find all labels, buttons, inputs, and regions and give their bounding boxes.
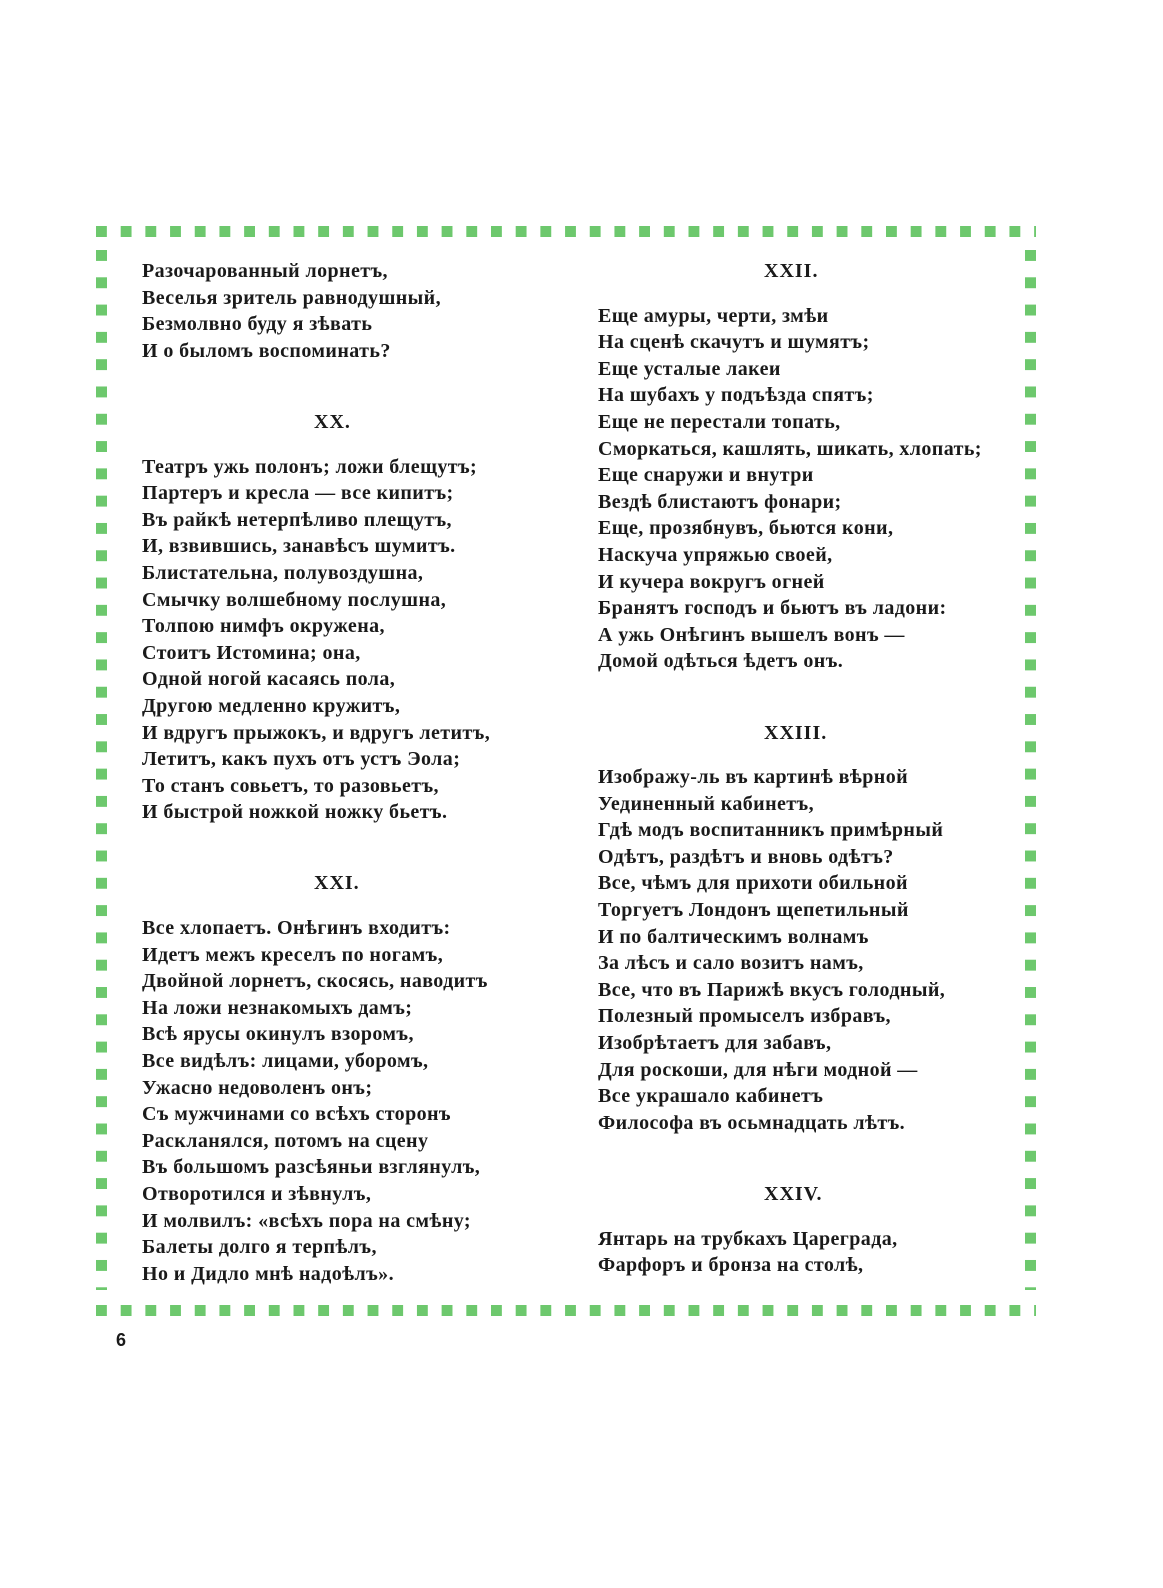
stanza-title: XXIV. [764,1183,823,1205]
verse-line: Ужасно недоволенъ онъ; [142,1076,373,1099]
right-column [598,258,1008,1279]
page-number: 6 [116,1330,127,1350]
verse-line: Все украшало кабинетъ [598,1085,824,1108]
verse-line: Сморкаться, кашлять, шикать, хлопать; [598,437,982,460]
verse-line: Толпою нимфъ окружена, [142,615,385,638]
stanza-xxiv [598,1181,1008,1279]
verse-line: Балеты долго я терпѣлъ, [142,1236,377,1259]
verse-line: Разочарованный лорнетъ, [142,260,388,282]
verse-line: И кучера вокругъ огней [598,570,825,593]
verse-line: Уединенный кабинетъ, [598,792,814,815]
stanza-xxii [598,258,1008,675]
verse-line: Фарфоръ и бронза на столѣ, [598,1254,864,1277]
verse-line: На шубахъ у подъѣзда спятъ; [598,384,874,407]
verse-line: Всѣ ярусы окинулъ взоромъ, [142,1023,414,1046]
border-right-dots [1025,250,1036,1290]
verse-line: Изображу-ль въ картинѣ вѣрной [598,766,909,789]
verse-line: Все, что въ Парижѣ вкусъ голодный, [598,978,946,1001]
border-left-dots [96,250,107,1290]
stanza-title: XXI. [314,872,360,895]
verse-line: Гдѣ модъ воспитанникъ примѣрный [598,819,944,842]
verse-line: Полезный промыселъ избравъ, [598,1005,891,1028]
verse-line: Партеръ и кресла — все кипитъ; [142,482,454,505]
left-column [142,258,542,1287]
verse-line: Раскланялся, потомъ на сцену [142,1129,429,1152]
verse-line: Отворотился и зѣвнулъ, [142,1183,372,1205]
verse-line: Въ большомъ разсѣяньи взглянулъ, [142,1156,481,1179]
verse-line: И молвилъ: «всѣхъ пора на смѣну; [142,1209,471,1232]
verse-line: Веселья зритель равнодушный, [142,286,441,309]
stanza-title: XX. [314,410,351,433]
verse-line: И о быломъ воспоминать? [142,339,391,362]
verse-line: Одѣтъ, раздѣтъ и вновь одѣтъ? [598,845,894,868]
verse-line: Безмолвно буду я зѣвать [142,313,373,336]
verse-line: Еще не перестали топать, [598,410,841,433]
verse-line: Театръ ужь полонъ; ложи блещутъ; [142,455,478,478]
verse-line: И по балтическимъ волнамъ [598,925,869,948]
verse-line: Все видѣлъ: лицами, уборомъ, [142,1050,429,1073]
verse-line: Летитъ, какъ пухъ отъ устъ Эола; [142,748,461,771]
verse-line: Все хлопаетъ. Онѣгинъ входитъ: [142,917,451,940]
verse-line: За лѣсъ и сало возитъ намъ, [598,952,864,975]
verse-line: Торгуетъ Лондонъ щепетильный [598,899,909,922]
verse-line: Стоитъ Истомина; она, [142,641,361,664]
stanza-title: XXII. [764,260,819,282]
opening-lines [142,258,542,364]
verse-line: Бранятъ господъ и бьютъ въ ладони: [598,597,947,620]
verse-line: Для роскоши, для нѣги модной — [598,1058,918,1081]
verse-line: Философа въ осьмнадцать лѣтъ. [598,1111,906,1134]
verse-line: Идетъ межъ креселъ по ногамъ, [142,943,444,966]
verse-line: Наскуча упряжью своей, [598,543,833,566]
verse-line: Еще, прозябнувъ, бьются кони, [598,517,894,540]
verse-line: И, взвившись, занавѣсъ шумитъ. [142,535,456,558]
verse-line: Двойной лорнетъ, скосясь, наводитъ [142,970,488,993]
stanza-xxiii [598,720,1008,1137]
verse-line: Изобрѣтаетъ для забавъ, [598,1032,832,1055]
verse-line: Еще снаружи и внутри [598,464,814,487]
verse-line: Смычку волшебному послушна, [142,588,447,611]
border-top-dots [96,226,1036,237]
verse-line: Но и Дидло мнѣ надоѣлъ». [142,1262,394,1285]
verse-line: И вдругъ прыжокъ, и вдругъ летитъ, [142,721,491,744]
stanza-xx [142,409,542,826]
border-bottom-dots [96,1305,1036,1316]
stanza-xxi [142,870,542,1287]
stanza-title: XXIII. [764,721,828,744]
verse-line: На ложи незнакомыхъ дамъ; [142,996,413,1019]
verse-line: Съ мужчинами со всѣхъ сторонъ [142,1103,451,1126]
verse-line: И быстрой ножкой ножку бьетъ. [142,801,448,824]
verse-line: Домой одѣться ѣдетъ онъ. [598,650,844,673]
verse-line: Вездѣ блистаютъ фонари; [598,490,842,513]
verse-line: Янтарь на трубкахъ Цареграда, [598,1227,898,1250]
verse-line: Еще усталые лакеи [598,357,781,380]
verse-line: То станъ совьетъ, то разовьетъ, [142,774,439,797]
verse-line: Одной ногой касаясь пола, [142,668,396,691]
verse-line: Блистательна, полувоздушна, [142,561,424,584]
verse-line: На сценѣ скачутъ и шумятъ; [598,331,870,354]
verse-line: Еще амуры, черти, змѣи [598,304,829,327]
verse-line: Все, чѣмъ для прихоти обильной [598,872,908,895]
verse-line: А ужь Онѣгинъ вышелъ вонъ — [598,623,905,646]
verse-line: Въ райкѣ нетерпѣливо плещутъ, [142,508,452,531]
verse-line: Другою медленно кружитъ, [142,694,401,717]
